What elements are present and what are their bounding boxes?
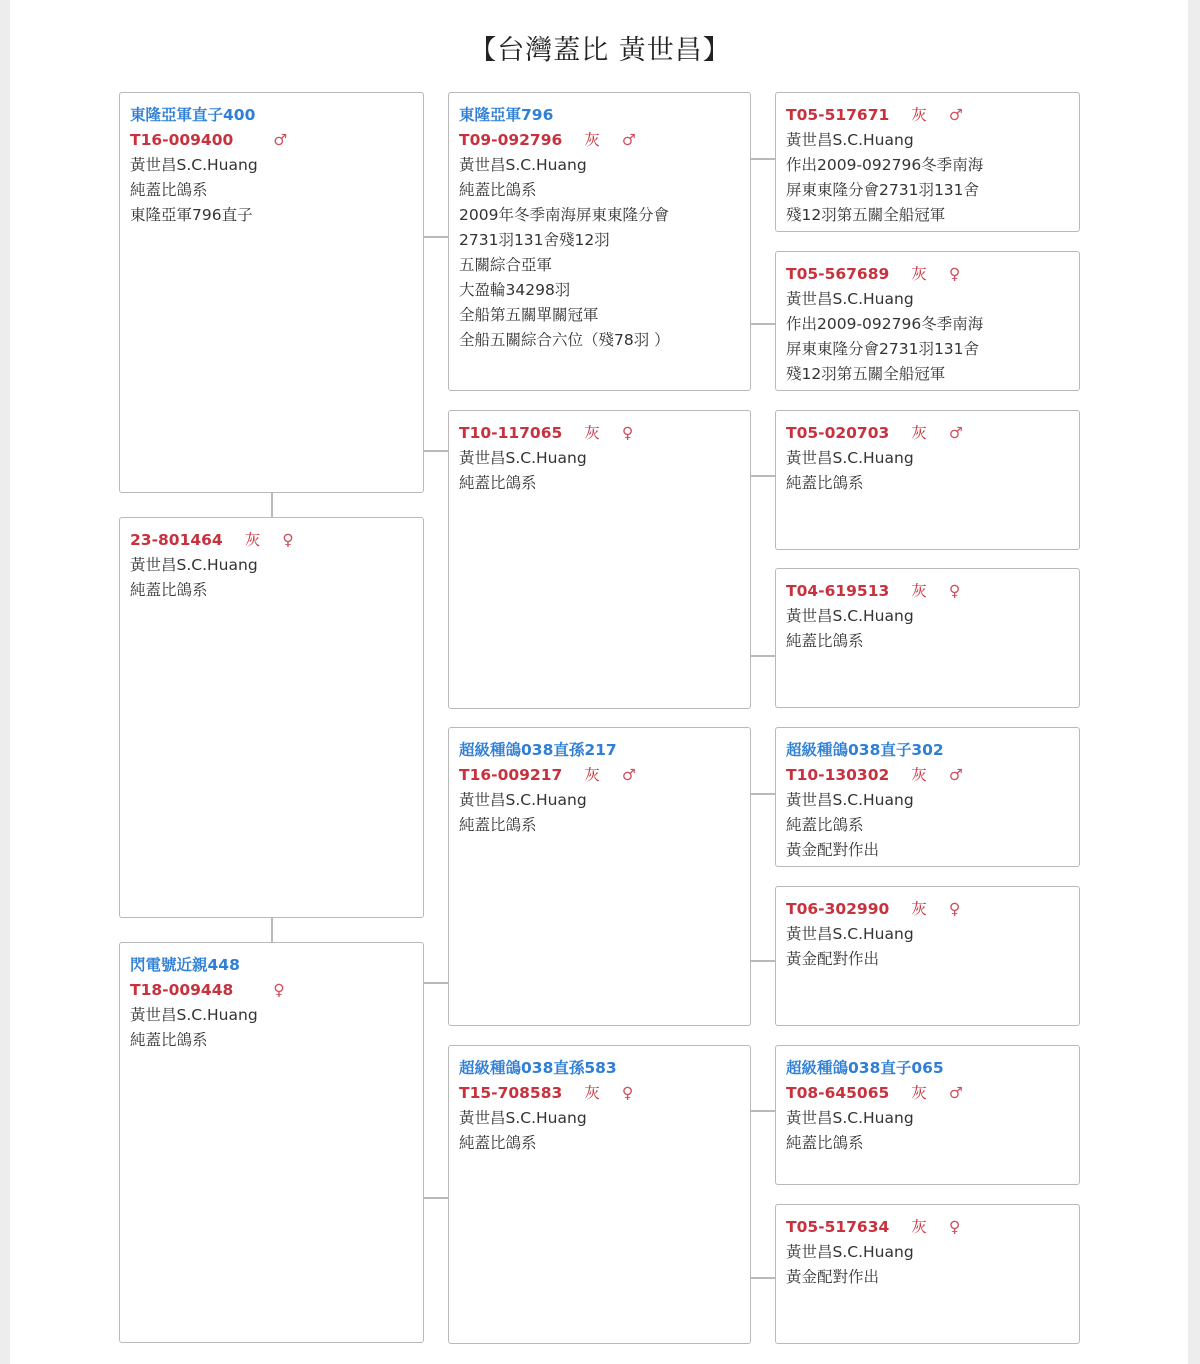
- owner-line: 黃世昌S.C.Huang: [786, 925, 914, 943]
- ring-row: [786, 262, 1069, 287]
- ring-number: T10-130302: [786, 766, 890, 784]
- info-line: 東隆亞軍796直子: [130, 206, 253, 224]
- info-line: 純蓋比鴿系: [786, 632, 864, 650]
- info-line: 黃金配對作出: [786, 841, 880, 859]
- female-icon: ♀: [948, 582, 961, 600]
- color-label: 灰: [911, 265, 927, 283]
- bird-name: 閃電號近親448: [130, 956, 240, 974]
- bird-name: 超級種鴿038直孫217: [459, 741, 617, 759]
- bird-name: 東隆亞軍直子400: [130, 106, 256, 124]
- pedigree-card-gg7[interactable]: [775, 1045, 1080, 1185]
- ring-number: T05-567689: [786, 265, 890, 283]
- bird-name: 東隆亞軍796: [459, 106, 554, 124]
- ring-row: [786, 579, 1069, 604]
- connector-line: [750, 655, 776, 657]
- connector-line: [750, 793, 776, 795]
- bird-name: 超級種鴿038直孫583: [459, 1059, 617, 1077]
- ring-number: T16-009217: [459, 766, 563, 784]
- ring-number: T18-009448: [130, 981, 234, 999]
- owner-line: 黃世昌S.C.Huang: [786, 1243, 914, 1261]
- color-label: 灰: [584, 131, 600, 149]
- male-icon: ♂: [948, 106, 963, 124]
- color-label: 灰: [911, 106, 927, 124]
- connector-line: [750, 1110, 776, 1112]
- female-icon: ♀: [948, 265, 961, 283]
- pedigree-card-gg6[interactable]: [775, 886, 1080, 1026]
- pedigree-card-gg2[interactable]: [775, 251, 1080, 391]
- ring-number: 23-801464: [130, 531, 223, 549]
- color-label: 灰: [911, 766, 927, 784]
- male-icon: ♂: [948, 1084, 963, 1102]
- color-label: 灰: [911, 900, 927, 918]
- owner-line: 黃世昌S.C.Huang: [786, 791, 914, 809]
- owner-line: 黃世昌S.C.Huang: [786, 1109, 914, 1127]
- info-line: 全船第五關單關冠軍: [459, 306, 599, 324]
- ring-row: [786, 1081, 1069, 1106]
- color-label: 灰: [584, 1084, 600, 1102]
- ring-number: T05-020703: [786, 424, 890, 442]
- info-line: 黃金配對作出: [786, 1268, 880, 1286]
- info-line: 作出2009-092796冬季南海: [786, 315, 984, 333]
- info-line: 屏東東隆分會2731羽131舍: [786, 340, 980, 358]
- male-icon: ♂: [621, 131, 636, 149]
- pedigree-card-dam[interactable]: [119, 517, 424, 918]
- info-line: 純蓋比鴿系: [130, 181, 208, 199]
- male-icon: ♂: [273, 131, 288, 149]
- male-icon: ♂: [621, 766, 636, 784]
- bird-name: 超級種鴿038直子302: [786, 741, 944, 759]
- ring-number: T05-517671: [786, 106, 890, 124]
- male-icon: ♂: [948, 424, 963, 442]
- ring-row: [459, 763, 740, 788]
- owner-line: 黃世昌S.C.Huang: [786, 449, 914, 467]
- ring-row: [130, 978, 413, 1003]
- owner-line: 黃世昌S.C.Huang: [786, 131, 914, 149]
- color-label: 灰: [911, 1218, 927, 1236]
- owner-line: 黃世昌S.C.Huang: [786, 607, 914, 625]
- connector-line: [750, 158, 776, 160]
- pedigree-card-subject[interactable]: [119, 92, 424, 493]
- ring-row: [130, 528, 413, 553]
- connector-line: [423, 982, 449, 984]
- info-line: 純蓋比鴿系: [459, 474, 537, 492]
- ring-number: T08-645065: [786, 1084, 890, 1102]
- pedigree-card-sire[interactable]: [448, 92, 751, 391]
- owner-line: 黃世昌S.C.Huang: [130, 1006, 258, 1024]
- female-icon: ♀: [948, 1218, 961, 1236]
- owner-line: 黃世昌S.C.Huang: [459, 156, 587, 174]
- info-line: 純蓋比鴿系: [459, 181, 537, 199]
- ring-row: [786, 421, 1069, 446]
- ring-number: T06-302990: [786, 900, 890, 918]
- info-line: 純蓋比鴿系: [130, 581, 208, 599]
- ring-row: [786, 897, 1069, 922]
- color-label: 灰: [911, 424, 927, 442]
- color-label: 灰: [584, 424, 600, 442]
- connector-line: [423, 236, 449, 238]
- female-icon: ♀: [621, 1084, 634, 1102]
- pedigree-card-g4[interactable]: [448, 1045, 751, 1344]
- info-line: 純蓋比鴿系: [459, 1134, 537, 1152]
- color-label: 灰: [584, 766, 600, 784]
- pedigree-card-gg5[interactable]: [775, 727, 1080, 867]
- connector-line: [750, 960, 776, 962]
- info-line: 純蓋比鴿系: [130, 1031, 208, 1049]
- info-line: 大盈輪34298羽: [459, 281, 571, 299]
- owner-line: 黃世昌S.C.Huang: [786, 290, 914, 308]
- info-line: 2009年冬季南海屏東東隆分會: [459, 206, 669, 224]
- info-line: 純蓋比鴿系: [786, 1134, 864, 1152]
- ring-row: [786, 1215, 1069, 1240]
- info-line: 殘12羽第五關全船冠軍: [786, 206, 946, 224]
- ring-row: [130, 128, 413, 153]
- info-line: 純蓋比鴿系: [786, 474, 864, 492]
- female-icon: ♀: [621, 424, 634, 442]
- connector-line: [750, 1277, 776, 1279]
- info-line: 五關綜合亞軍: [459, 256, 553, 274]
- color-label: 灰: [911, 1084, 927, 1102]
- pedigree-card-g2[interactable]: [448, 410, 751, 709]
- connector-line: [271, 917, 273, 943]
- connector-line: [750, 323, 776, 325]
- info-line: 全船五關綜合六位（殘78羽 ）: [459, 331, 670, 349]
- ring-row: [459, 1081, 740, 1106]
- ring-number: T16-009400: [130, 131, 234, 149]
- ring-number: T05-517634: [786, 1218, 890, 1236]
- pedigree-card-dam-relative[interactable]: [119, 942, 424, 1343]
- connector-line: [271, 492, 273, 518]
- ring-row: [786, 763, 1069, 788]
- ring-number: T09-092796: [459, 131, 563, 149]
- ring-number: T04-619513: [786, 582, 890, 600]
- pedigree-card-gg4[interactable]: [775, 568, 1080, 708]
- female-icon: ♀: [273, 981, 285, 999]
- owner-line: 黃世昌S.C.Huang: [459, 791, 587, 809]
- owner-line: 黃世昌S.C.Huang: [130, 156, 258, 174]
- ring-row: [786, 103, 1069, 128]
- pedigree-card-g3[interactable]: [448, 727, 751, 1026]
- bird-name: 超級種鴿038直子065: [786, 1059, 944, 1077]
- owner-line: 黃世昌S.C.Huang: [130, 556, 258, 574]
- owner-line: 黃世昌S.C.Huang: [459, 449, 587, 467]
- ring-row: [459, 421, 740, 446]
- info-line: 作出2009-092796冬季南海: [786, 156, 984, 174]
- info-line: 黃金配對作出: [786, 950, 880, 968]
- info-line: 殘12羽第五關全船冠軍: [786, 365, 946, 383]
- pedigree-card-gg1[interactable]: [775, 92, 1080, 232]
- ring-number: T10-117065: [459, 424, 563, 442]
- color-label: 灰: [244, 531, 261, 549]
- female-icon: ♀: [948, 900, 961, 918]
- owner-line: 黃世昌S.C.Huang: [459, 1109, 587, 1127]
- connector-line: [423, 1197, 449, 1199]
- female-icon: ♀: [282, 531, 294, 549]
- color-label: 灰: [911, 582, 927, 600]
- page-title: 【台灣蓋比 黃世昌】: [469, 35, 731, 66]
- pedigree-card-gg8[interactable]: [775, 1204, 1080, 1344]
- info-line: 屏東東隆分會2731羽131舍: [786, 181, 980, 199]
- connector-line: [750, 475, 776, 477]
- info-line: 純蓋比鴿系: [459, 816, 537, 834]
- connector-line: [423, 450, 449, 452]
- male-icon: ♂: [948, 766, 963, 784]
- info-line: 純蓋比鴿系: [786, 816, 864, 834]
- pedigree-card-gg3[interactable]: [775, 410, 1080, 550]
- ring-number: T15-708583: [459, 1084, 563, 1102]
- info-line: 2731羽131舍殘12羽: [459, 231, 610, 249]
- ring-row: [459, 128, 740, 153]
